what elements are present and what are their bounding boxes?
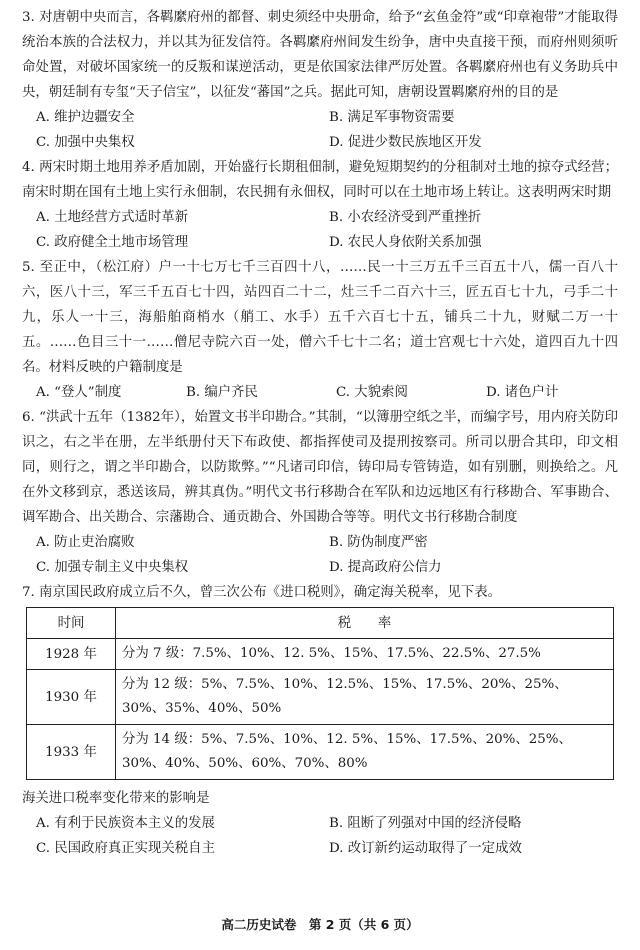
option-c: C. 加强中央集权 [36, 135, 135, 150]
question-stem [22, 155, 618, 205]
option-b: B. 阻断了列强对中国的经济侵略 [329, 816, 522, 831]
option-a: A. 维护边疆安全 [36, 110, 135, 125]
question-5 [22, 255, 618, 405]
option-d: D. 农民人身依附关系加强 [329, 235, 482, 250]
option-d: D. 诸色户计 [486, 385, 559, 400]
table-header-time: 时间 [27, 608, 116, 639]
table-header-row [27, 608, 614, 639]
question-text: 至正中，（松江府）户一十七万七千三百四十八，……民一十三万五千三百五十八，儒一百八十六，医八十三，军三千五百七十四，站四百二十二，灶三千二百六十三，匠五百七十九，弓手二十九，乐人一十三，海船舶商梢水（艄工、水手）五千六百七十五，铺兵二十九，财赋二万一十五。……色目三十一……僧尼寺院六百一处，僧六千七十二名；道士宫观七十六处，道四百九十四名。材料反映的户籍制度是 [22, 260, 618, 375]
page-footer: 高二历史试卷 第 2 页（共 6 页） [221, 917, 419, 932]
option-b: B. 编户齐民 [186, 385, 258, 400]
question-text: 两宋时期土地用养矛盾加剧，开始盛行长期租佃制，避免短期契约的分租制对土地的掠夺式经营；南宋时期在国有土地上实行永佃制，农民拥有永佃权，同时可以在土地市场上转让。这表明两宋时期 [22, 160, 619, 200]
question-stem [22, 5, 618, 105]
table-cell-year: 1930 年 [27, 670, 116, 725]
tariff-table [26, 607, 614, 780]
table-cell-year: 1928 年 [27, 639, 116, 670]
table-row [27, 639, 614, 670]
question-number: 4. [22, 160, 35, 175]
option-c: C. 民国政府真正实现关税自主 [36, 841, 215, 856]
option-d: D. 改订新约运动取得了一定成效 [329, 841, 522, 856]
option-c: C. 大貌索阅 [336, 385, 408, 400]
question-stem [22, 255, 618, 380]
table-cell-rate: 分为 7 级：7.5%、10%、12. 5%、15%、17.5%、22.5%、27.5% [116, 639, 614, 670]
question-stem [22, 580, 618, 605]
table-row [27, 725, 614, 780]
question-6 [22, 405, 618, 580]
option-c: C. 加强专制主义中央集权 [36, 560, 189, 575]
option-d: D. 提高政府公信力 [329, 560, 442, 575]
question-number: 3. [22, 10, 35, 25]
option-d: D. 促进少数民族地区开发 [329, 135, 482, 150]
question-3 [22, 5, 618, 155]
question-text: 对唐朝中央而言，各羁縻府州的都督、刺史须经中央册命，给予“玄鱼金符”或“印章袍带”才能取得统治本族的合法权力，并以其为征发信符。各羁縻府州间发生纷争，唐中央直接干预，而府州则须听命处置，对破坏国家统一的反叛和谋逆活动，更是依国家法律严厉处置。各羁縻府州也有义务助兵中央，朝廷制有专玺“天子信宝”，以征发“蕃国”之兵。据此可知，唐朝设置羁縻府州的目的是 [22, 10, 618, 100]
table-cell-rate: 分为 14 级：5%、7.5%、10%、12. 5%、15%、17.5%、20%、25%、30%、40%、50%、60%、70%、80% [116, 725, 614, 780]
question-text: 南京国民政府成立后不久，曾三次公布《进口税则》，确定海关税率，见下表。 [39, 585, 502, 600]
option-a: A. 防止吏治腐败 [36, 535, 135, 550]
option-b: B. 防伪制度严密 [329, 535, 428, 550]
table-header-rate: 税 率 [116, 608, 614, 639]
table-cell-year: 1933 年 [27, 725, 116, 780]
question-number: 6. [22, 410, 35, 425]
options [22, 205, 618, 255]
option-a: A. “登人”制度 [36, 385, 122, 400]
options [22, 530, 618, 580]
option-a: A. 土地经营方式适时革新 [36, 210, 189, 225]
option-b: B. 满足军事物资需要 [329, 110, 455, 125]
options [22, 811, 618, 861]
question-text: “洪武十五年（1382年），始置文书半印勘合。”其制，“以簿册空纸之半，而编字号，用内府关防印识之，右之半在册，左半纸册付天下布政使、都指挥使司及提刑按察司。所司以册合其印，印文相同，则行之，谓之半印勘合，以防欺弊。”“凡诸司印信，铸印局专管铸造，如有别删，则换给之。凡在外文移到京，悉送该局，辨其真伪。”明代文书行移勘合在军队和边远地区有行移勘合、军事勘合、调军勘合、出关勘合、宗藩勘合、通贡勘合、外国勘合等等。明代文书行移勘合制度 [22, 410, 618, 525]
question-4 [22, 155, 618, 255]
option-c: C. 政府健全土地市场管理 [36, 235, 189, 250]
options [22, 380, 618, 405]
option-b: B. 小农经济受到严重挫折 [329, 210, 482, 225]
table-cell-rate: 分为 12 级：5%、7.5%、10%、12.5%、15%、17.5%、20%、25%、30%、35%、40%、50% [116, 670, 614, 725]
question-number: 5. [22, 260, 35, 275]
question-7 [22, 580, 618, 861]
question-followup: 海关进口税率变化带来的影响是 [22, 791, 210, 806]
question-stem [22, 405, 618, 530]
options [22, 105, 618, 155]
option-a: A. 有利于民族资本主义的发展 [36, 816, 215, 831]
question-number: 7. [22, 585, 35, 600]
table-row [27, 670, 614, 725]
